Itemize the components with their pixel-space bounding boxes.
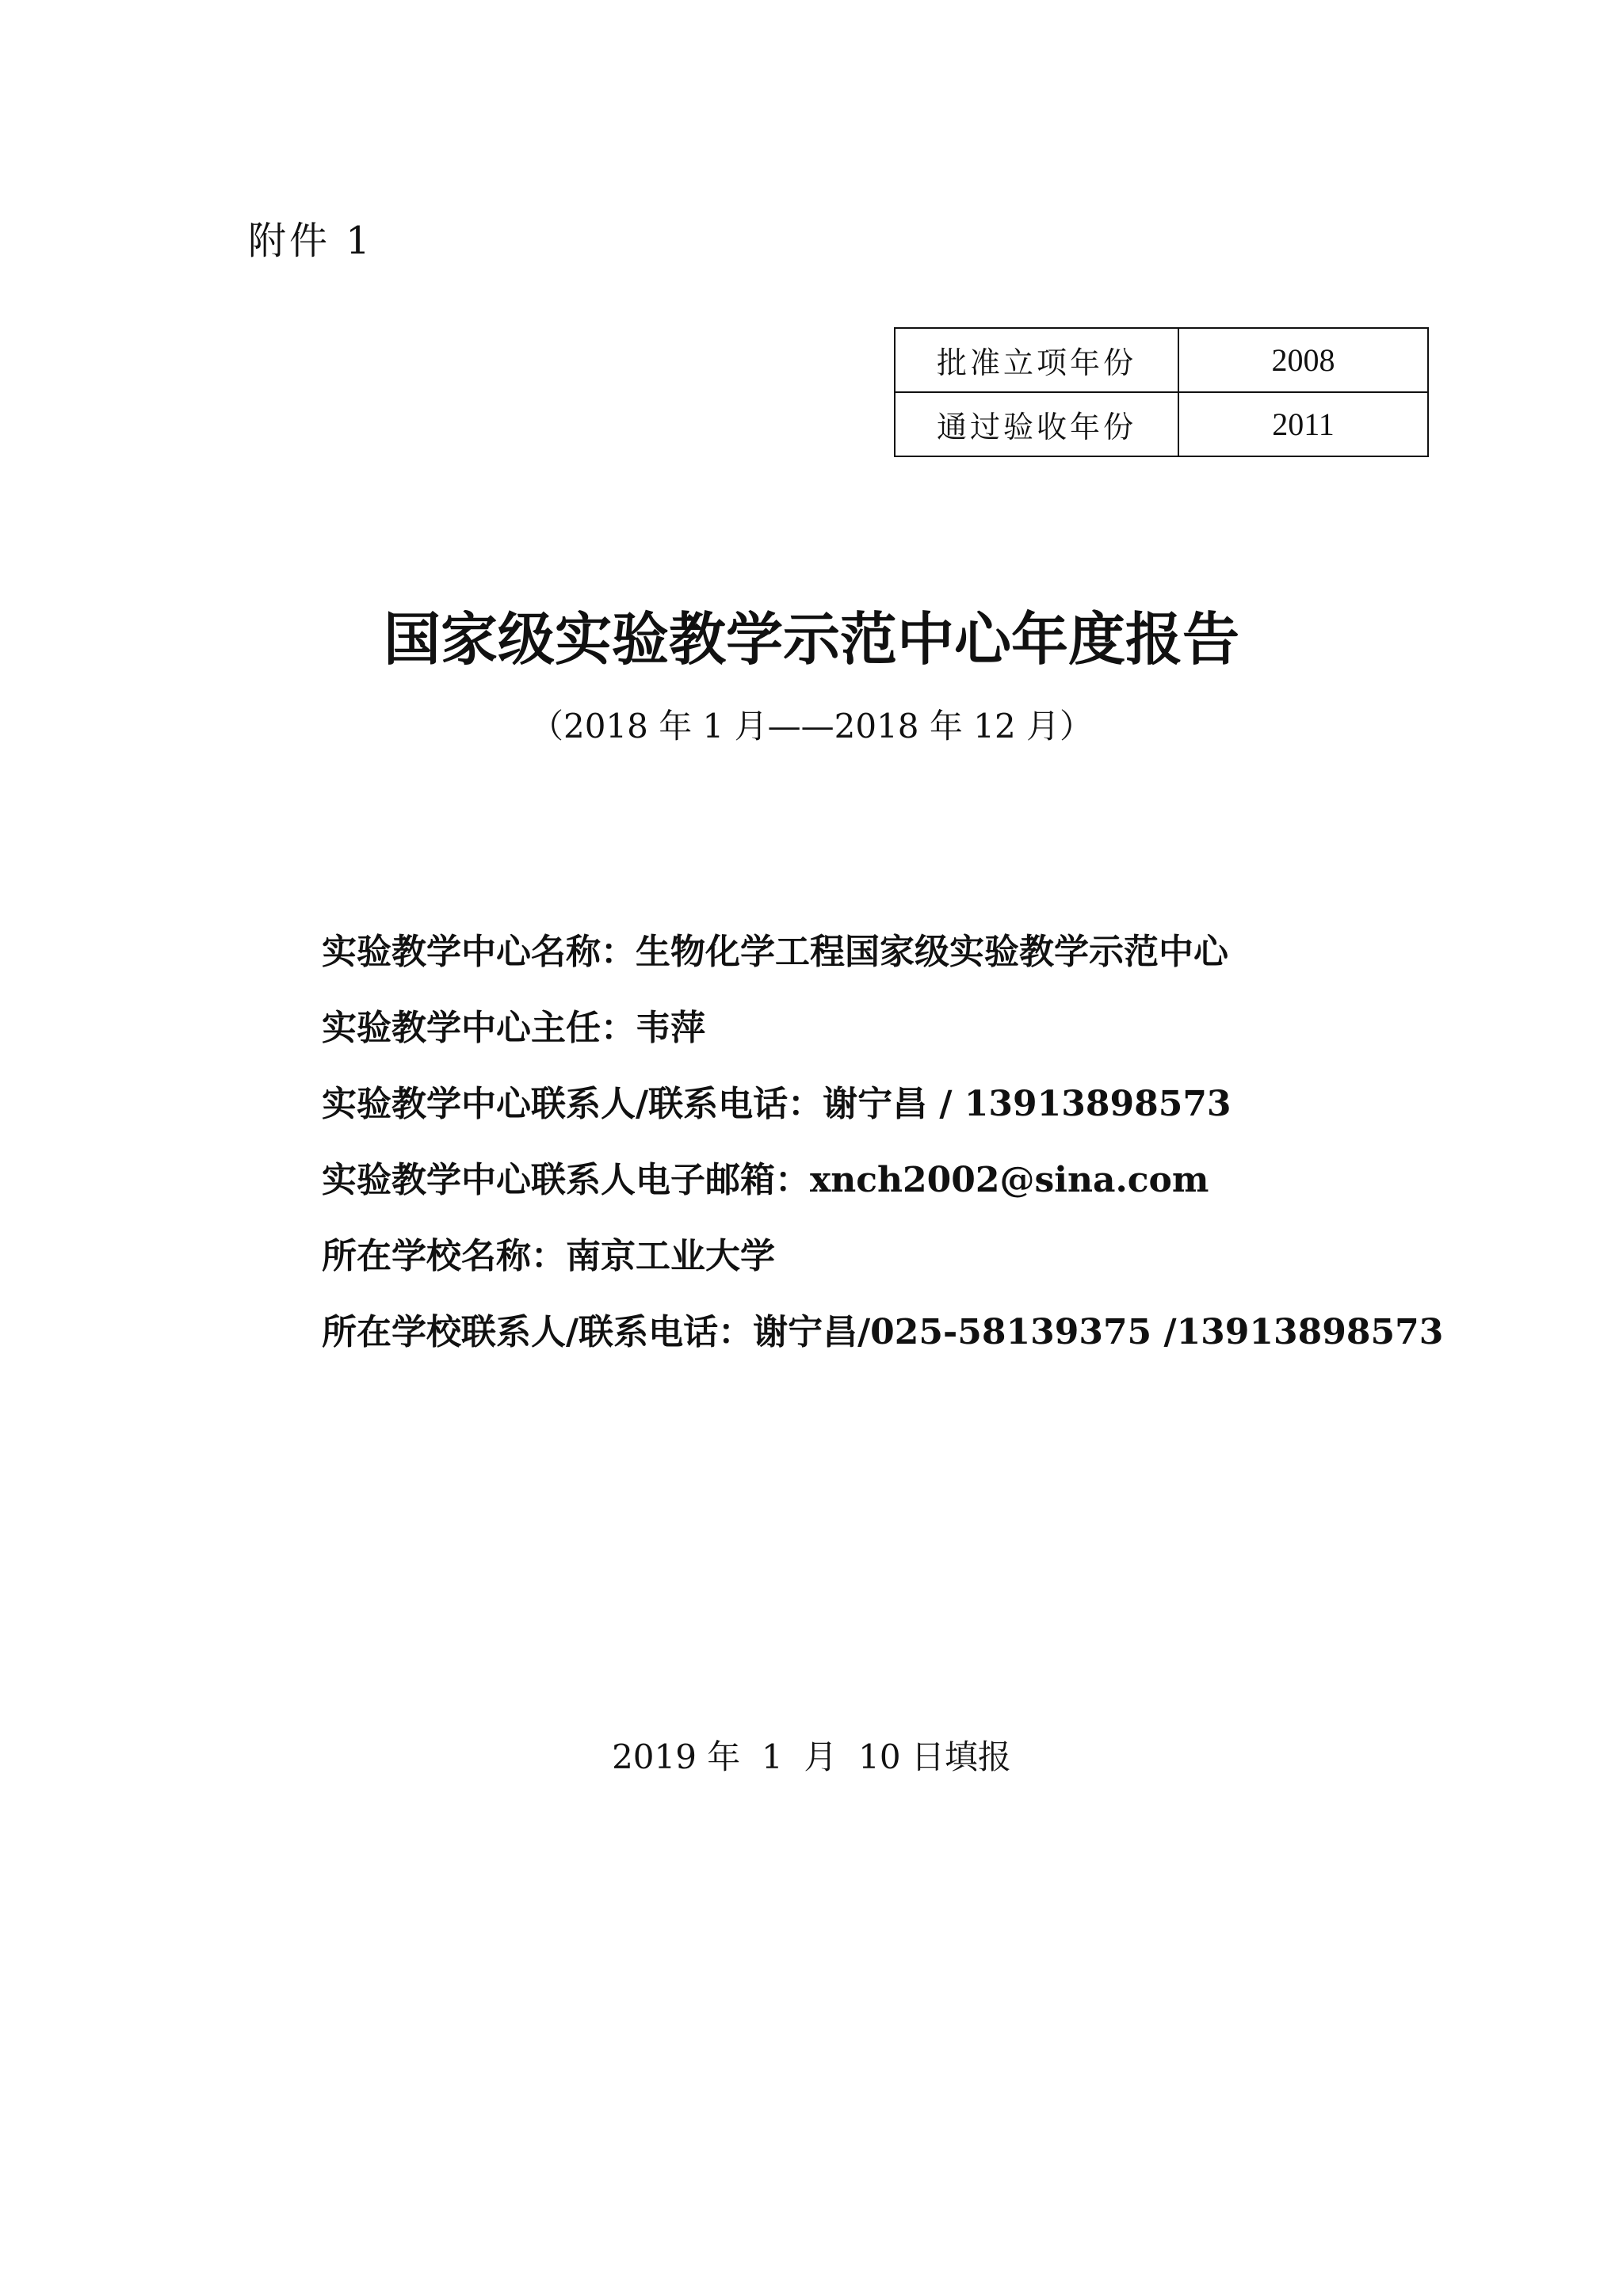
detail-center-email — [322, 1155, 1590, 1231]
detail-school-contact — [322, 1307, 1590, 1383]
detail-value: 南京工业大学 — [566, 1236, 775, 1276]
acceptance-year-label: 通过验收年份 — [895, 392, 1178, 456]
detail-key: 实验教学中心联系人/联系电话： — [322, 1084, 823, 1124]
report-period: （2018 年 1 月——2018 年 12 月） — [529, 707, 1094, 746]
detail-value: 谢宁昌/025-58139375 /13913898573 — [753, 1312, 1444, 1352]
detail-key: 实验教学中心主任： — [322, 1008, 636, 1048]
detail-value: xnch2002@sina.com — [810, 1160, 1209, 1200]
acceptance-year-value: 2011 — [1178, 392, 1428, 456]
detail-center-contact — [322, 1079, 1590, 1155]
detail-value: 生物化学工程国家级实验教学示范中心 — [636, 932, 1228, 972]
detail-key: 所在学校名称： — [322, 1236, 566, 1276]
detail-value: 谢宁昌 / 13913898573 — [823, 1084, 1232, 1124]
approval-year-label: 批准立项年份 — [895, 328, 1178, 392]
detail-key: 所在学校联系人/联系电话： — [322, 1312, 754, 1352]
detail-key: 实验教学中心名称： — [322, 932, 636, 972]
detail-center-name — [322, 927, 1590, 1003]
detail-center-director — [322, 1003, 1590, 1079]
detail-key: 实验教学中心联系人电子邮箱： — [322, 1160, 810, 1200]
annex-label: 附件 1 — [248, 219, 373, 263]
approval-info-table — [894, 327, 1429, 457]
detail-school-name — [322, 1231, 1590, 1307]
table-row — [895, 392, 1428, 456]
page-title: 国家级实验教学示范中心年度报告 — [383, 606, 1239, 673]
center-details — [322, 927, 1590, 1383]
detail-value: 韦萍 — [636, 1008, 705, 1048]
approval-year-value: 2008 — [1178, 328, 1428, 392]
fill-date: 2019 年 1 月 10 日填报 — [612, 1737, 1011, 1776]
table-row — [895, 328, 1428, 392]
